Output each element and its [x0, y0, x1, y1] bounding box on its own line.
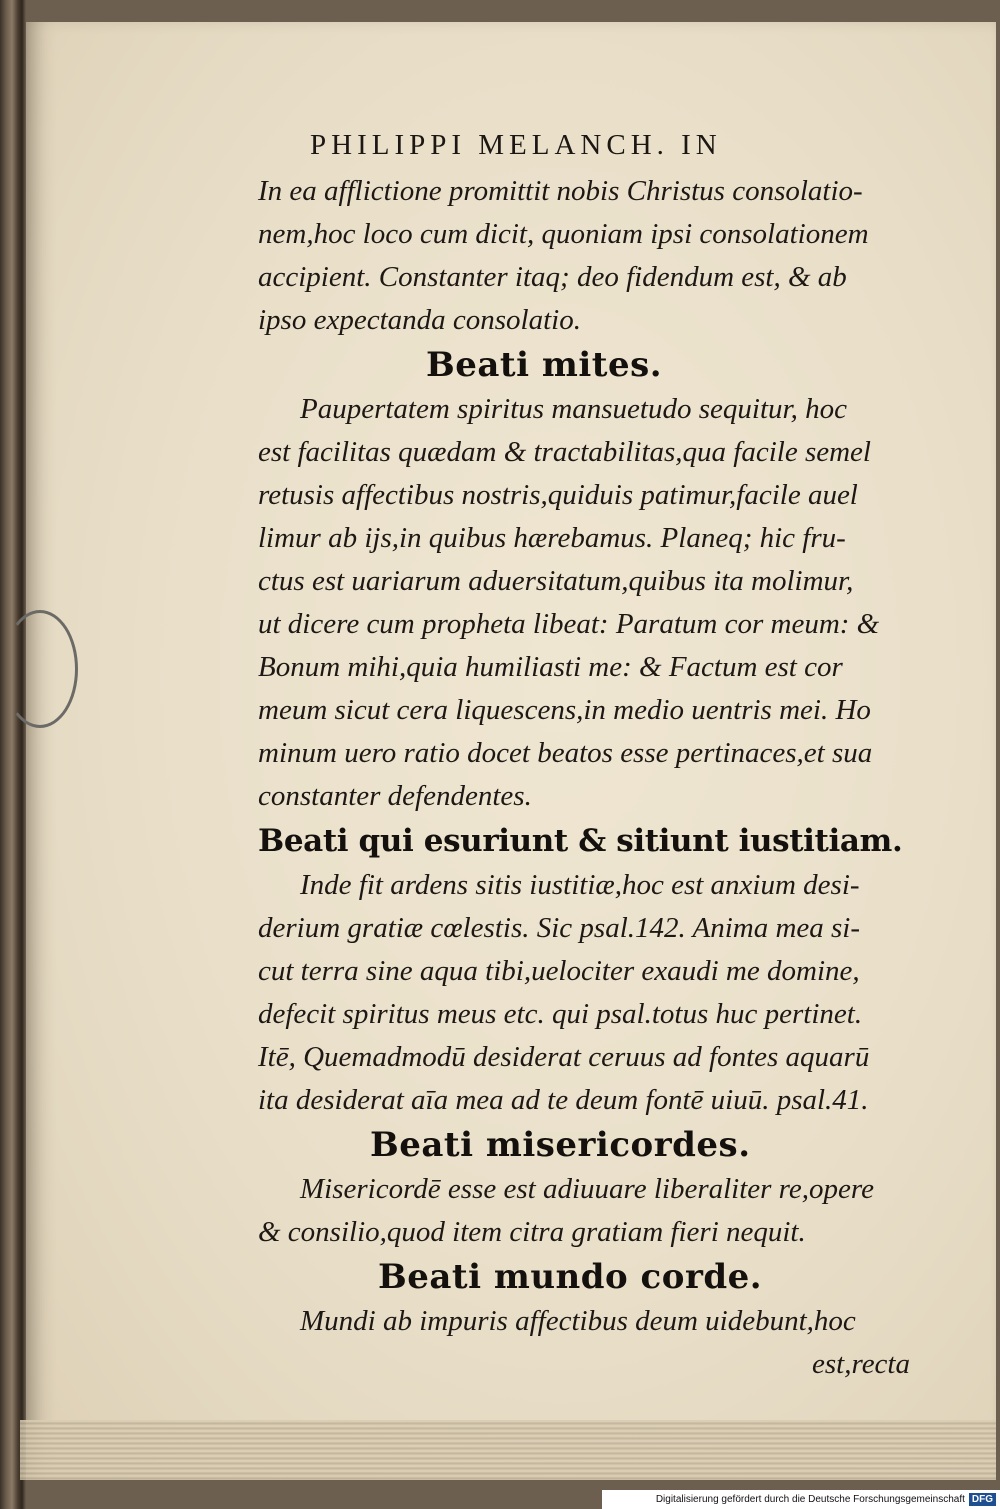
text-line: ipso expectanda consolatio. — [258, 304, 581, 336]
text-line: Itē, Quemadmodū desiderat ceruus ad fontes aquarū — [258, 1041, 870, 1073]
text-line: minum uero ratio docet beatos esse pertinaces,et sua — [258, 737, 873, 769]
text-line: Paupertatem spiritus mansuetudo sequitur, hoc — [300, 393, 847, 425]
funding-note: Digitalisierung gefördert durch die Deutsche Forschungsgemeinschaft — [655, 1494, 965, 1505]
text-line: ita desiderat aīa mea ad te deum fontē uiuū. psal.41. — [258, 1084, 869, 1116]
text-line: meum sicut cera liquescens,in medio uentris mei. Ho — [258, 694, 871, 726]
text-line: accipient. Constanter itaq; deo fidendum est, & ab — [258, 261, 847, 293]
text-line: Inde fit ardens sitis iustitiæ,hoc est anxium desi- — [300, 869, 860, 901]
text-line: limur ab ijs,in quibus hærebamus. Planeq; hic fru- — [258, 522, 846, 554]
section-heading: Beati qui esuriunt & sitiunt iustitiam. — [258, 823, 903, 859]
text-line: constanter defendentes. — [258, 780, 532, 812]
section-heading: Beati misericordes. — [370, 1125, 751, 1165]
text-line: cut terra sine aqua tibi,uelociter exaudi me domine, — [258, 955, 860, 987]
text-line: & consilio,quod item citra gratiam fieri nequit. — [258, 1216, 806, 1248]
text-line: retusis affectibus nostris,quiduis patimur,facile auel — [258, 479, 858, 511]
text-line: ut dicere cum propheta libeat: Paratum cor meum: & — [258, 608, 880, 640]
text-line: Misericordē esse est adiuuare liberaliter re,opere — [300, 1173, 874, 1205]
page-edges — [20, 1420, 996, 1480]
page-text-block — [258, 170, 910, 1386]
text-line: Bonum mihi,quia humiliasti me: & Factum est cor — [258, 651, 843, 683]
text-line: derium gratiæ cœlestis. Sic psal.142. Anima mea si- — [258, 912, 861, 944]
dfg-logo: DFG — [969, 1493, 996, 1506]
text-line: Mundi ab impuris affectibus deum uidebunt,hoc — [300, 1305, 856, 1337]
text-line: defecit spiritus meus etc. qui psal.totus huc pertinet. — [258, 998, 863, 1030]
running-header: PHILIPPI MELANCH. IN — [310, 128, 722, 161]
section-heading: Beati mites. — [426, 345, 663, 385]
binding-clasp — [2, 610, 78, 728]
section-heading: Beati mundo corde. — [378, 1257, 763, 1297]
text-line: ctus est uariarum aduersitatum,quibus ita molimur, — [258, 565, 854, 597]
text-line: nem,hoc loco cum dicit, quoniam ipsi consolationem — [258, 218, 869, 250]
text-line: In ea afflictione promittit nobis Christus consolatio- — [258, 175, 863, 207]
funding-footer — [602, 1490, 1000, 1509]
catchword-line: est,recta — [812, 1348, 910, 1380]
text-line: est facilitas quædam & tractabilitas,qua facile semel — [258, 436, 871, 468]
